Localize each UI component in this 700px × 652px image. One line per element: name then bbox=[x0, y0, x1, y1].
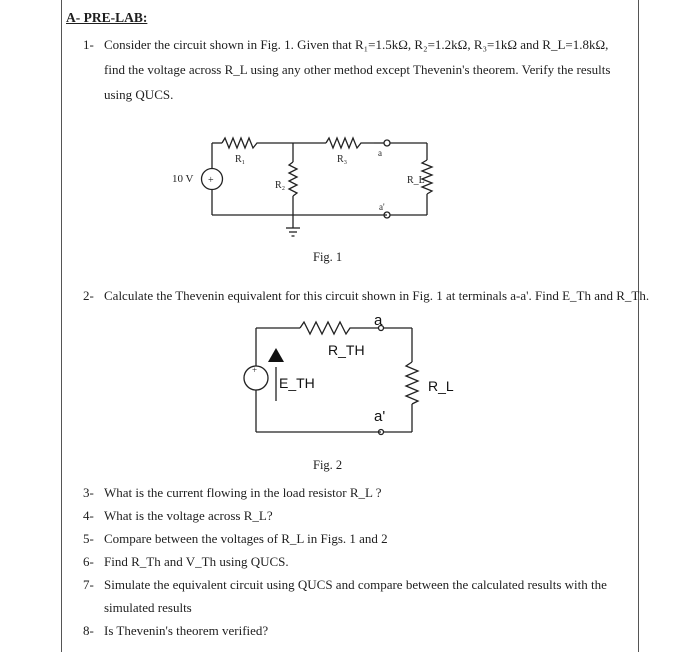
fig1-r2-label: R₂ bbox=[275, 180, 286, 191]
fig2-node-a-prime-label: a' bbox=[374, 408, 386, 425]
q2-number: 2- bbox=[83, 288, 94, 303]
fig1-node-a-label: a bbox=[378, 148, 382, 158]
q1-line-2: find the voltage across R_L using any other method except Thevenin's theorem. Verify the results bbox=[104, 62, 611, 77]
current-arrow-icon bbox=[268, 348, 284, 362]
q1-line-3: using QUCS. bbox=[104, 87, 174, 102]
q1-line-1: Consider the circuit shown in Fig. 1. Given that R₁=1.5kΩ, R₂=1.2kΩ, R₃=1kΩ and R_L=1.8kΩ, bbox=[104, 37, 609, 52]
fig1-rl-label: R_L bbox=[407, 175, 425, 186]
q8-number: 8- bbox=[83, 623, 94, 638]
q3-number: 3- bbox=[83, 485, 94, 500]
fig1-caption: Fig. 1 bbox=[313, 250, 343, 264]
fig2-caption: Fig. 2 bbox=[313, 458, 343, 472]
fig1-node-a-prime-label: a' bbox=[379, 202, 385, 212]
q1-number: 1- bbox=[83, 37, 94, 52]
fig1-source-label: 10 V bbox=[172, 173, 194, 185]
q7-text-line-2: simulated results bbox=[104, 600, 192, 615]
q2-line-1: Calculate the Thevenin equivalent for this circuit shown in Fig. 1 at terminals a-a'. Find E_Th and R_Th. bbox=[104, 288, 650, 303]
rth-resistor bbox=[300, 322, 378, 334]
fig1-source-plus: + bbox=[208, 175, 214, 186]
fig1-r3-label: R₃ bbox=[337, 154, 348, 165]
q8-text: Is Thevenin's theorem verified? bbox=[104, 623, 269, 638]
q4-text: What is the voltage across R_L? bbox=[104, 508, 273, 523]
fig2-rl-resistor bbox=[406, 362, 418, 404]
fig2-rl-label: R_L bbox=[428, 378, 454, 394]
fig2-node-a-label: a bbox=[374, 312, 383, 329]
q4-number: 4- bbox=[83, 508, 94, 523]
section-heading: A- PRE-LAB: bbox=[66, 10, 148, 25]
q7-text-line-1: Simulate the equivalent circuit using QUCS and compare between the calculated results with the bbox=[104, 577, 607, 592]
fig1-r1-label: R₁ bbox=[235, 154, 246, 165]
q7-number: 7- bbox=[83, 577, 94, 592]
q6-text: Find R_Th and V_Th using QUCS. bbox=[104, 554, 289, 569]
fig2-rth-label: R_TH bbox=[328, 342, 365, 358]
q5-number: 5- bbox=[83, 531, 94, 546]
fig2-source-plus: + bbox=[252, 365, 258, 375]
q3-text: What is the current flowing in the load resistor R_L ? bbox=[104, 485, 382, 500]
fig2-eth-label: E_TH bbox=[279, 375, 315, 391]
q5-text: Compare between the voltages of R_L in Figs. 1 and 2 bbox=[104, 531, 388, 546]
q6-number: 6- bbox=[83, 554, 94, 569]
